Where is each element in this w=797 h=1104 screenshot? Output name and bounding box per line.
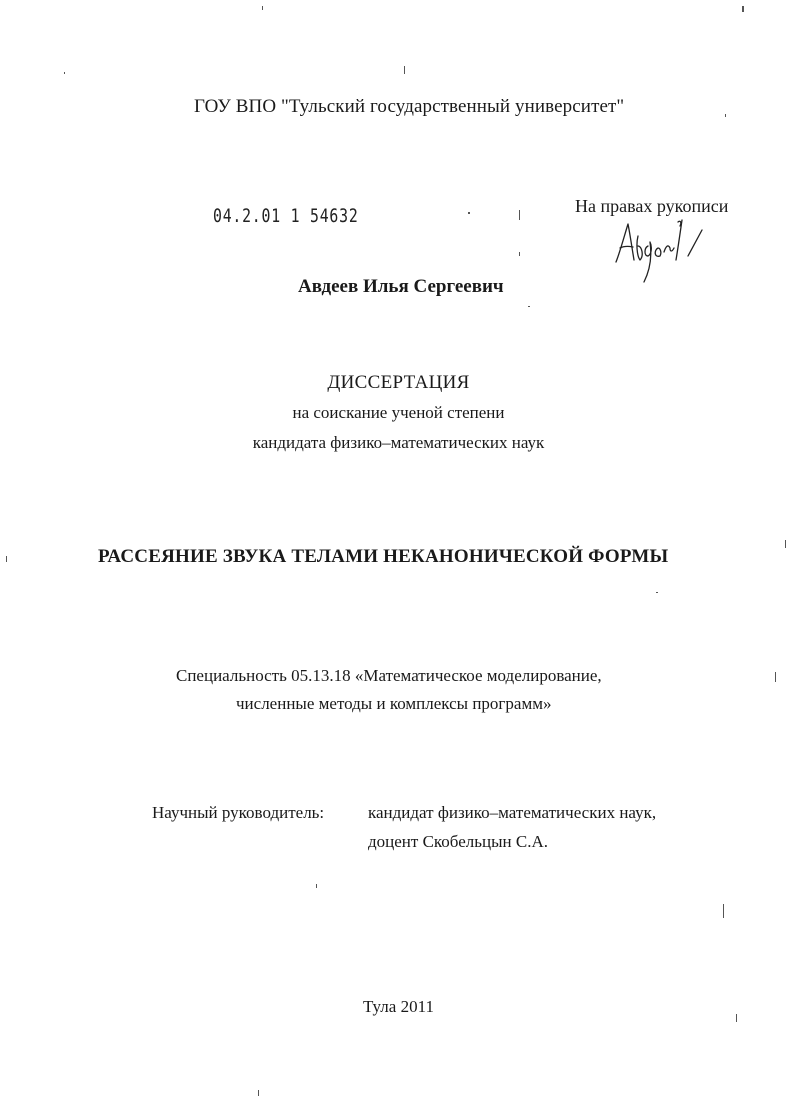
scan-speck	[785, 540, 786, 548]
author-name: Авдеев Илья Сергеевич	[298, 276, 504, 297]
city-year: Тула 2011	[363, 997, 434, 1016]
scan-speck	[656, 592, 658, 593]
scan-speck	[725, 114, 726, 117]
scan-speck	[64, 72, 65, 74]
supervisor-degree: кандидат физико–математических наук,	[368, 803, 657, 822]
scan-speck	[404, 66, 405, 74]
scan-speck	[258, 1090, 259, 1096]
degree-line-1: на соискание ученой степени	[292, 403, 505, 422]
dissertation-title: РАССЕЯНИЕ ЗВУКА ТЕЛАМИ НЕКАНОНИЧЕСКОЙ ФОРМЫ	[98, 546, 669, 567]
scan-speck	[775, 672, 776, 682]
registration-code: 04.2.01 1 54632	[213, 205, 359, 227]
scan-speck	[519, 252, 520, 256]
scan-speck	[736, 1014, 737, 1022]
manuscript-rights-note: На правах рукописи	[575, 196, 729, 216]
scan-speck	[468, 212, 470, 214]
scan-speck	[742, 6, 744, 12]
degree-line-2: кандидата физико–математических наук	[252, 433, 545, 452]
scan-speck	[262, 6, 263, 10]
scan-speck	[6, 556, 7, 562]
scan-speck	[316, 884, 317, 888]
handwritten-signature	[608, 212, 708, 290]
document-type: ДИССЕРТАЦИЯ	[327, 372, 470, 393]
specialty-line-1: Специальность 05.13.18 «Математическое моделирование,	[176, 666, 602, 685]
scan-speck	[519, 210, 520, 220]
university-name: ГОУ ВПО "Тульский государственный университет"	[194, 96, 625, 117]
supervisor-name: доцент Скобельцын С.А.	[368, 832, 548, 851]
scan-speck	[723, 904, 724, 918]
scan-speck	[528, 306, 530, 307]
specialty-line-2: численные методы и комплексы программ»	[236, 694, 552, 713]
supervisor-label: Научный руководитель:	[152, 803, 325, 822]
